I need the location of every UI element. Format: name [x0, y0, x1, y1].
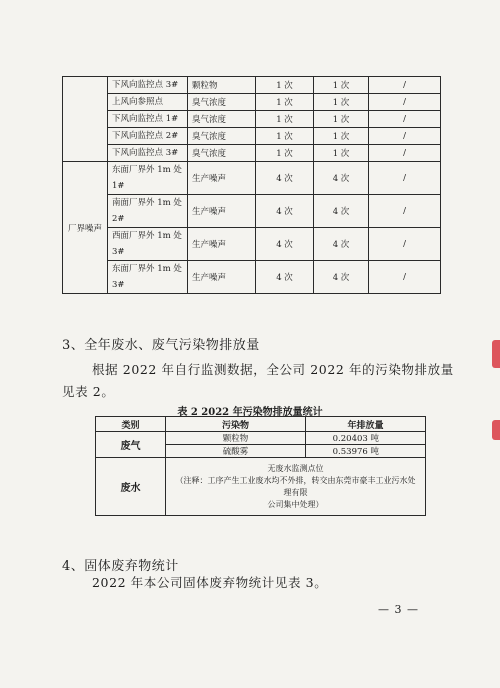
section-4-heading: 4、固体废弃物统计: [62, 559, 179, 574]
table-row: [63, 94, 441, 111]
gas-category: 废气: [96, 432, 166, 458]
frequency-cell: 1 次: [314, 128, 369, 145]
emissions-table: [95, 416, 426, 516]
table-row: [63, 195, 441, 228]
table-row: [63, 128, 441, 145]
amount-cell: 0.53976 吨: [306, 445, 426, 458]
item-cell: 生产噪声: [188, 261, 256, 294]
location-cell: 下风向监控点 1#: [108, 111, 188, 128]
frequency-cell: 1 次: [314, 77, 369, 94]
pollutant-cell: 硫酸雾: [166, 445, 306, 458]
location-cell: 下风向监控点 3#: [108, 145, 188, 162]
location-cell: 东面厂界外 1m 处 3#: [108, 261, 188, 294]
water-note: [166, 458, 426, 516]
water-note-line1: 无废水监测点位: [267, 463, 324, 473]
group-cell-blank: [63, 77, 108, 162]
frequency-cell: 1 次: [256, 111, 314, 128]
section-3-paragraph-line2: 见表 2。: [62, 384, 115, 399]
frequency-cell: 4 次: [256, 228, 314, 261]
item-cell: 生产噪声: [188, 162, 256, 195]
frequency-cell: 1 次: [314, 111, 369, 128]
frequency-cell: 4 次: [314, 228, 369, 261]
remark-cell: /: [369, 195, 441, 228]
table-row: [63, 77, 441, 94]
item-cell: 生产噪声: [188, 228, 256, 261]
frequency-cell: 4 次: [256, 162, 314, 195]
frequency-cell: 1 次: [256, 77, 314, 94]
red-stamp-mark: [492, 340, 500, 368]
frequency-cell: 4 次: [314, 162, 369, 195]
location-cell: 下风向监控点 3#: [108, 77, 188, 94]
remark-cell: /: [369, 128, 441, 145]
frequency-cell: 1 次: [256, 94, 314, 111]
monitoring-table: [62, 76, 441, 294]
section-3-paragraph-line1: 根据 2022 年自行监测数据，全公司 2022 年的污染物排放量: [92, 362, 454, 377]
remark-cell: /: [369, 111, 441, 128]
frequency-cell: 1 次: [314, 145, 369, 162]
location-cell: 上风向参照点: [108, 94, 188, 111]
section-4-paragraph: 2022 年本公司固体废弃物统计见表 3。: [92, 575, 328, 590]
header-category: 类别: [96, 417, 166, 432]
location-cell: 南面厂界外 1m 处 2#: [108, 195, 188, 228]
frequency-cell: 1 次: [256, 145, 314, 162]
item-cell: 臭气浓度: [188, 145, 256, 162]
table-row: [63, 261, 441, 294]
frequency-cell: 4 次: [314, 261, 369, 294]
location-cell: 东面厂界外 1m 处 1#: [108, 162, 188, 195]
remark-cell: /: [369, 94, 441, 111]
frequency-cell: 1 次: [314, 94, 369, 111]
table-row: [63, 145, 441, 162]
remark-cell: /: [369, 162, 441, 195]
remark-cell: /: [369, 145, 441, 162]
table-row: [96, 458, 426, 516]
amount-cell: 0.20403 吨: [306, 432, 426, 445]
noise-group-cell: 厂界噪声: [63, 162, 108, 294]
frequency-cell: 4 次: [314, 195, 369, 228]
remark-cell: /: [369, 77, 441, 94]
location-cell: 下风向监控点 2#: [108, 128, 188, 145]
item-cell: 生产噪声: [188, 195, 256, 228]
water-note-line2: （注释：工序产生工业废水均不外排，转交由东莞市豪丰工业污水处理有限: [175, 475, 416, 497]
location-cell: 西面厂界外 1m 处 3#: [108, 228, 188, 261]
remark-cell: /: [369, 261, 441, 294]
item-cell: 臭气浓度: [188, 111, 256, 128]
pollutant-cell: 颗粒物: [166, 432, 306, 445]
frequency-cell: 1 次: [256, 128, 314, 145]
table-row: [96, 432, 426, 445]
item-cell: 颗粒物: [188, 77, 256, 94]
water-note-line3: 公司集中处理）: [267, 499, 324, 509]
frequency-cell: 4 次: [256, 261, 314, 294]
remark-cell: /: [369, 228, 441, 261]
section-3-heading: 3、全年废水、废气污染物排放量: [62, 338, 260, 353]
item-cell: 臭气浓度: [188, 94, 256, 111]
table-2-caption: 表 2 2022 年污染物排放量统计: [177, 407, 323, 418]
page-number: — 3 —: [378, 603, 419, 616]
header-pollutant: 污染物: [166, 417, 306, 432]
water-category: 废水: [96, 458, 166, 516]
frequency-cell: 4 次: [256, 195, 314, 228]
table-row: [63, 228, 441, 261]
item-cell: 臭气浓度: [188, 128, 256, 145]
red-stamp-mark: [492, 420, 500, 440]
table-row: [63, 111, 441, 128]
header-amount: 年排放量: [306, 417, 426, 432]
table-row: [63, 162, 441, 195]
